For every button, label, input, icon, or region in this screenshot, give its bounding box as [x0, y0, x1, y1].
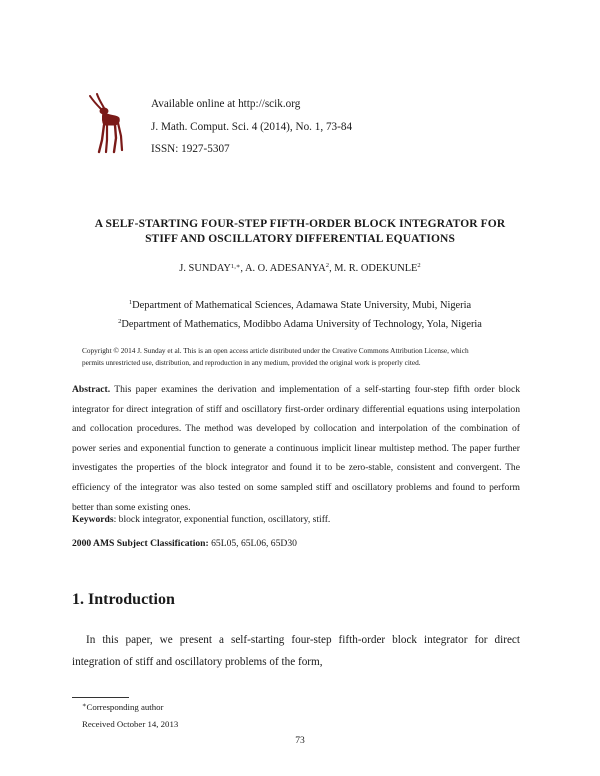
keywords — [72, 514, 330, 525]
ams-label: 2000 AMS Subject Classification: — [72, 538, 209, 549]
copyright-line-1: Copyright © 2014 J. Sunday et al. This is an open access article distributed under the Creative Commons Attribution License, which — [82, 346, 469, 355]
corresponding-author-footnote — [82, 702, 163, 712]
journal-antelope-logo — [84, 92, 124, 154]
author-name: M. R. ODEKUNLE — [334, 263, 418, 274]
affiliation-text: Department of Mathematical Sciences, Adamawa State University, Mubi, Nigeria — [132, 300, 472, 311]
paper-title-line-1: A SELF-STARTING FOUR-STEP FIFTH-ORDER BLOCK INTEGRATOR FOR — [94, 218, 506, 230]
journal-availability: Available online at http://scik.org — [151, 98, 301, 110]
page-number: 73 — [295, 735, 305, 746]
author-name: A. O. ADESANYA — [244, 263, 326, 274]
keywords-label: Keywords — [72, 514, 114, 525]
footnote-rule — [72, 697, 129, 698]
author-sup: 2 — [325, 262, 330, 269]
abstract-label: Abstract. — [72, 384, 111, 395]
paper-title-line-2: STIFF AND OSCILLATORY DIFFERENTIAL EQUATIONS — [145, 233, 455, 245]
footnote-mark: ∗ — [82, 702, 87, 709]
author-name: J. SUNDAY — [179, 263, 231, 274]
author-sup: 1,∗ — [230, 263, 241, 270]
keywords-text: : block integrator, exponential function, oscillatory, stiff. — [113, 514, 331, 525]
received-date: Received October 14, 2013 — [82, 719, 179, 729]
affiliation-text: Department of Mathematics, Modibbo Adama University of Technology, Yola, Nigeria — [121, 319, 482, 330]
copyright-line-2: permits unrestricted use, distribution, and reproduction in any medium, provided the original work is properly cited. — [82, 358, 421, 367]
affiliation-sup: 2 — [118, 318, 122, 325]
affiliation-1 — [60, 300, 540, 311]
affiliation-sup: 1 — [128, 299, 133, 306]
ams-classification — [72, 538, 297, 549]
journal-issn: ISSN: 1927-5307 — [151, 143, 230, 155]
journal-citation: J. Math. Comput. Sci. 4 (2014), No. 1, 73-84 — [151, 121, 353, 133]
copyright-notice — [82, 345, 518, 369]
footnote-text: Corresponding author — [86, 702, 164, 712]
abstract-text: This paper examines the derivation and implementation of a self-starting four-step fifth order block integrator for direct integration of stiff and oscillatory first-order ordinary differential equations using interpolation and collocation procedures. The method was developed by collocation and interpolation of the combination of power series and exponential function to generate a continuous implicit linear multistep method. The paper further investigates the properties of the block integrator and found it to be zero-stable, consistent and convergent. The efficiency of the integrator was also tested on some sampled stiff and oscillatory problems and found to perform better than some existing ones. — [72, 384, 520, 513]
abstract — [72, 380, 520, 517]
author-list: J. $SUNDAY^{1,∗}$, A. O. ADESANYA$^2$, M. R. ODEKUNLE$^2$ — [179, 262, 421, 274]
author-sup: 2 — [417, 262, 421, 269]
section-heading: 1. Introduction — [72, 591, 175, 608]
introduction-paragraph: In this paper, we present a self-starting four-step fifth-order block integrator for direct integration of stiff and oscillatory problems of the form, — [72, 634, 520, 668]
ams-codes: 65L05, 65L06, 65D30 — [208, 538, 297, 549]
affiliation-2 — [60, 319, 540, 330]
